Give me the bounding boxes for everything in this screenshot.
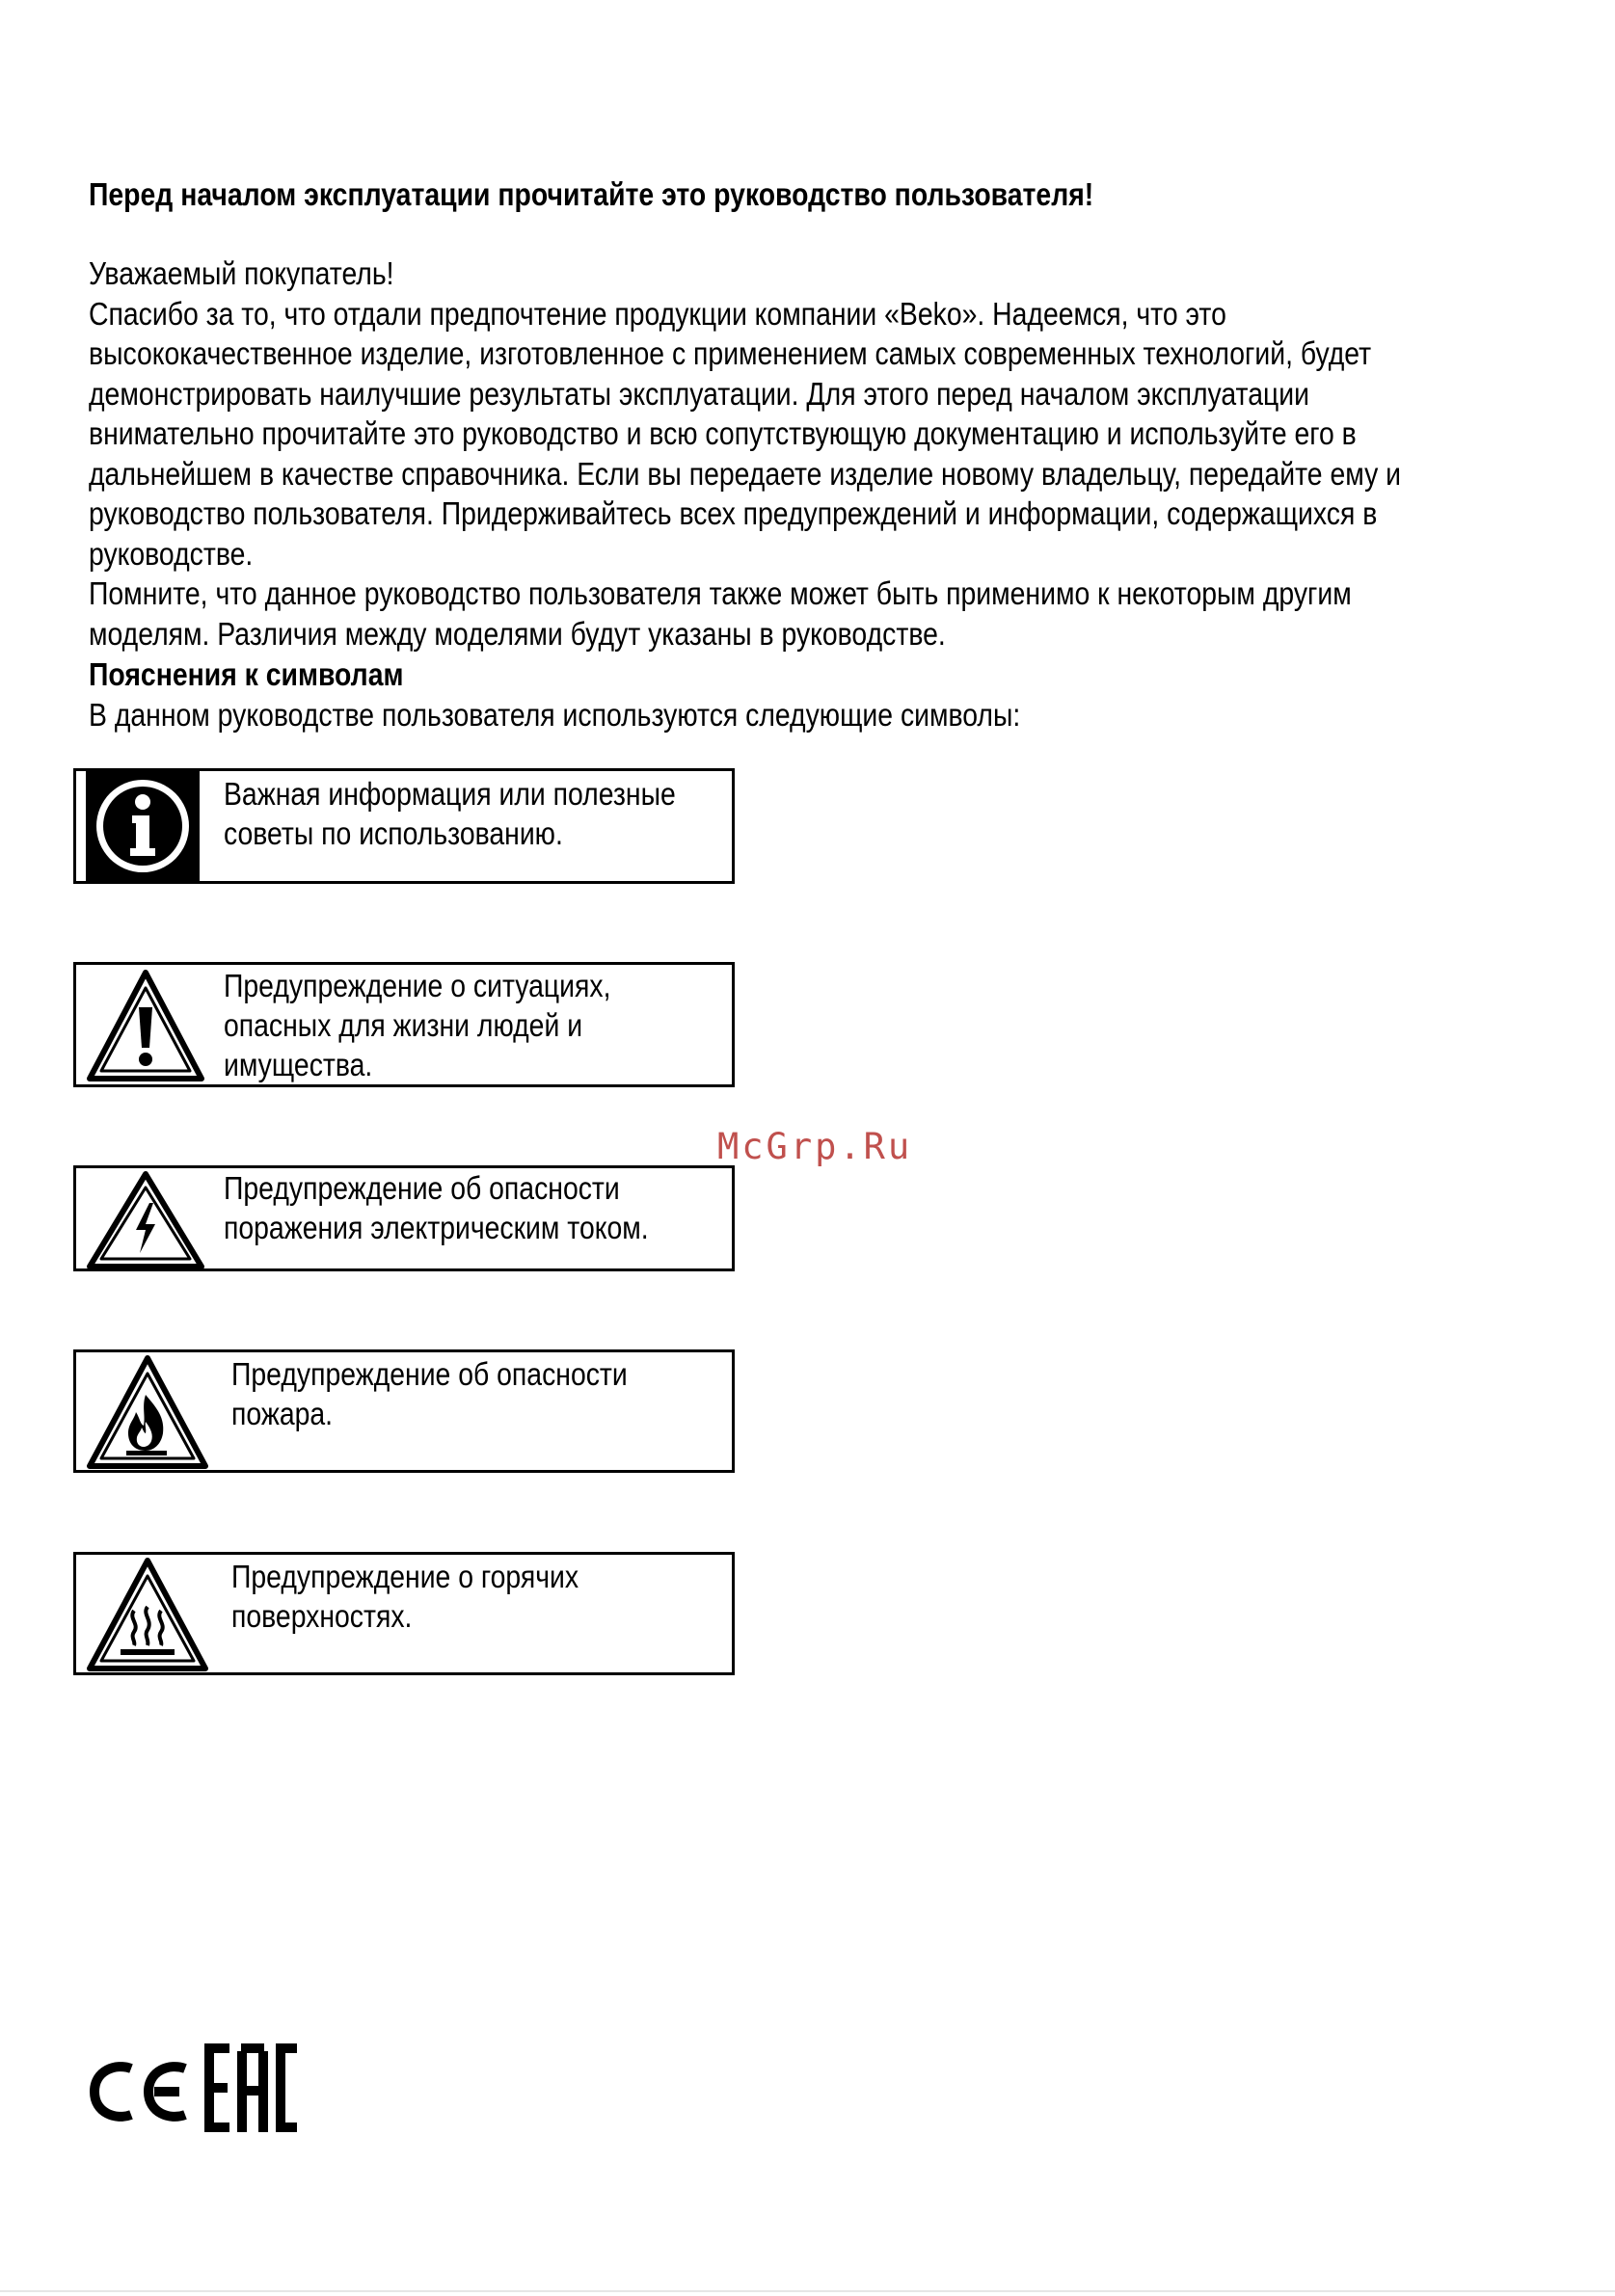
intro-text [89,254,1401,654]
page-heading: Перед началом эксплуатации прочитайте это руководство пользователя! [89,176,1094,212]
symbol-text-line: опасных для жизни людей и [224,1007,583,1043]
eac-mark-icon [204,2043,297,2132]
intro-line: дальнейшем в качестве справочника. Если вы передаете изделие новому владельцу, передайте ему и [89,455,1402,492]
symbol-text-line: советы по использованию. [224,815,563,851]
info-icon [86,771,200,881]
symbol-box-general-warning [73,962,735,1087]
symbol-text-line: поражения электрическим током. [224,1210,649,1245]
intro-line: внимательно прочитайте это руководство и всю сопутствующую документацию и используйте его в [89,415,1357,451]
symbol-text-line: поверхностях. [231,1598,413,1634]
symbols-section-title: Пояснения к символам [89,656,404,692]
symbol-text-line: Предупреждение о ситуациях, [224,968,611,1003]
intro-line: Спасибо за то, что отдали предпочтение продукции компании «Beko». Надеемся, что это [89,295,1226,332]
warning-exclamation-icon [86,969,205,1082]
fire-hazard-icon [86,1354,209,1470]
symbol-box-info [73,768,735,884]
watermark-text: McGrp.Ru [717,1126,913,1167]
page-bottom-rule [0,2290,1615,2292]
electric-shock-icon [86,1170,205,1270]
intro-line: Уважаемый покупатель! [89,255,394,291]
symbol-text-line: имущества. [224,1047,373,1082]
symbol-box-electric-shock [73,1165,735,1271]
symbol-text-line: Важная информация или полезные [224,776,676,812]
symbol-text-line: Предупреждение о горячих [231,1559,579,1594]
intro-line: Помните, что данное руководство пользователя также может быть применимо к некоторым другим [89,575,1352,611]
intro-line: руководстве. [89,535,254,572]
symbol-box-hot-surface [73,1552,735,1675]
intro-line: высококачественное изделие, изготовленное с применением самых современных технологий, будет [89,335,1372,371]
symbol-text-line: пожара. [231,1396,334,1431]
symbol-text-line: Предупреждение об опасности [224,1170,620,1206]
intro-line: моделям. Различия между моделями будут указаны в руководстве. [89,615,946,652]
symbol-box-fire-hazard [73,1349,735,1473]
ce-mark-icon [87,2053,193,2130]
intro-line: демонстрировать наилучшие результаты эксплуатации. Для этого перед началом эксплуатации [89,375,1309,412]
symbol-text-line: Предупреждение об опасности [231,1356,628,1392]
intro-line: руководство пользователя. Придерживайтесь всех предупреждений и информации, содержащихся в [89,495,1378,531]
hot-surface-icon [86,1557,209,1672]
symbols-section-lead: В данном руководстве пользователя используются следующие символы: [89,697,1021,733]
